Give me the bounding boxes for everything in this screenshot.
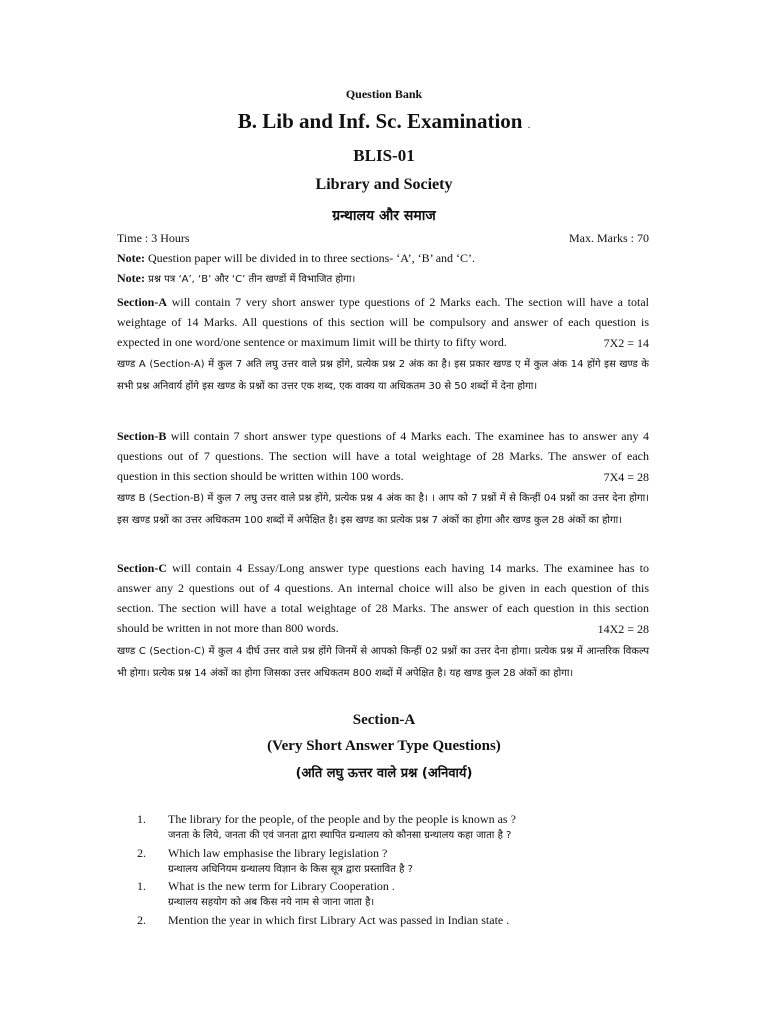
question-text: What is the new term for Library Cooperation . xyxy=(168,879,395,893)
section-b-text: will contain 7 short answer type questions of 4 Marks each. The examinee has to answer any 4 questions out of 7 questions. The section will have a total weightage of 28 Marks. The answer of each question in this section should be written within 100 words. xyxy=(117,429,649,483)
course-code: BLIS-01 xyxy=(353,146,415,165)
note-text-hi: प्रश्न पत्र ‘A’, ‘B’ और ‘C’ तीन खण्डों में विभाजित होगा। xyxy=(144,274,356,285)
question-text-hindi: ग्रन्थालय सहयोग को अब किस नये नाम से जाना जाता है। xyxy=(168,897,375,908)
max-marks-label: Max. Marks : 70 xyxy=(569,231,649,245)
question-number: 2. xyxy=(137,846,146,860)
section-a-text: will contain 7 very short answer type questions of 2 Marks each. The section will have a total weightage of 14 Marks. All questions of this section will be compulsory and answer of each question is expected in one word/one sentence or maximum limit will be thirty to fifty word. xyxy=(117,295,649,349)
question-number: 1. xyxy=(137,879,146,893)
section-a-subheading: (Very Short Answer Type Questions) xyxy=(267,738,501,754)
section-c-intro-hindi: खण्ड C (Section-C) में कुल 4 दीर्घ उत्तर वाले प्रश्न होंगे जिनमें से आपको किन्हीं 02 प्रश्नों का उत्तर देना होगा। प्रत्येक प्रश्न में आन्तरिक विकल्प भी होगा। प्रत्येक प्रश्न 14 अंकों का होगा जिसका उत्तर अधिकतम 800 शब्दों में अपेक्षित है। यह खण्ड कुल 28 अंकों का होगा। xyxy=(117,646,649,679)
section-a-subheading-hindi: (अति लघु ऊत्तर वाले प्रश्न (अनिवार्य) xyxy=(295,766,473,781)
section-a-intro xyxy=(117,292,649,352)
note-label-hi: Note: xyxy=(117,271,145,285)
course-subject-hindi: ग्रन्थालय और समाज xyxy=(332,208,436,224)
question-text: Which law emphasise the library legislation ? xyxy=(168,846,388,860)
question-number: 2. xyxy=(137,913,146,927)
section-a-label: Section-A xyxy=(117,295,167,309)
course-subject: Library and Society xyxy=(315,176,453,193)
section-b-intro-hindi: खण्ड B (Section-B) में कुल 7 लघु उत्तर वाले प्रश्न होंगे, प्रत्येक प्रश्न 4 अंक का है। । आप को 7 प्रश्नों में से किन्हीं 04 प्रश्नों का उत्तर देना होगा। इस खण्ड प्रश्नों का उत्तर अधिकतम 100 शब्दों में अपेक्षित है। इस खण्ड का प्रत्येक प्रश्न 7 अंकों का होगा और खण्ड कुल 28 अंकों का होगा। xyxy=(117,493,649,526)
note-text: Question paper will be divided in to three sections- ‘A’, ‘B’ and ‘C’. xyxy=(144,251,476,265)
title-dot: . xyxy=(527,120,531,131)
question-text-hindi: ग्रन्थालय अधिनियम ग्रन्थालय विज्ञान के किस सूत्र द्वारा प्रस्तावित है ? xyxy=(168,864,413,875)
note-hindi xyxy=(117,271,649,286)
section-c-label: Section-C xyxy=(117,561,167,575)
question-text: The library for the people, of the people and by the people is known as ? xyxy=(168,812,516,826)
doc-label: Question Bank xyxy=(345,87,423,101)
section-c-intro xyxy=(117,558,649,638)
section-a-heading: Section-A xyxy=(352,712,416,728)
meta-row xyxy=(117,231,649,246)
section-b-intro xyxy=(117,426,649,486)
note-english xyxy=(117,251,649,266)
question-number: 1. xyxy=(137,812,146,826)
question-text: Mention the year in which first Library Act was passed in Indian state . xyxy=(168,913,510,927)
section-a-marks: 7X2 = 14 xyxy=(603,336,649,350)
question-text-hindi: जनता के लिये, जनता की एवं जनता द्वारा स्थापित ग्रन्थालय को कौनसा ग्रन्थालय कहा जाता है ? xyxy=(168,830,512,841)
note-label: Note: xyxy=(117,251,145,265)
time-label: Time : 3 Hours xyxy=(117,231,190,245)
section-c-marks: 14X2 = 28 xyxy=(597,622,649,636)
section-b-marks: 7X4 = 28 xyxy=(603,470,649,484)
title-text: B. Lib and Inf. Sc. Examination xyxy=(237,109,523,133)
section-c-text: will contain 4 Essay/Long answer type questions each having 14 marks. The examinee has to answer any 2 questions out of 4 questions. An internal choice will also be given in each question of this section. The section will have a total weightage of 28 Marks. The answer of each question in this section should be written in not more than 800 words. xyxy=(117,561,649,635)
section-b-label: Section-B xyxy=(117,429,167,443)
page-title xyxy=(0,109,768,134)
section-a-intro-hindi: खण्ड A (Section-A) में कुल 7 अति लघु उत्तर वाले प्रश्न होंगे, प्रत्येक प्रश्न 2 अंक का है। इस प्रकार खण्ड ए में कुल अंक 14 होंगे इस खण्ड के सभी प्रश्न अनिवार्य होंगे इस खण्ड के प्रश्नों का उत्तर एक शब्द, एक वाक्य या अधिकतम 30 से 50 शब्दों में देना होगा। xyxy=(117,359,649,392)
